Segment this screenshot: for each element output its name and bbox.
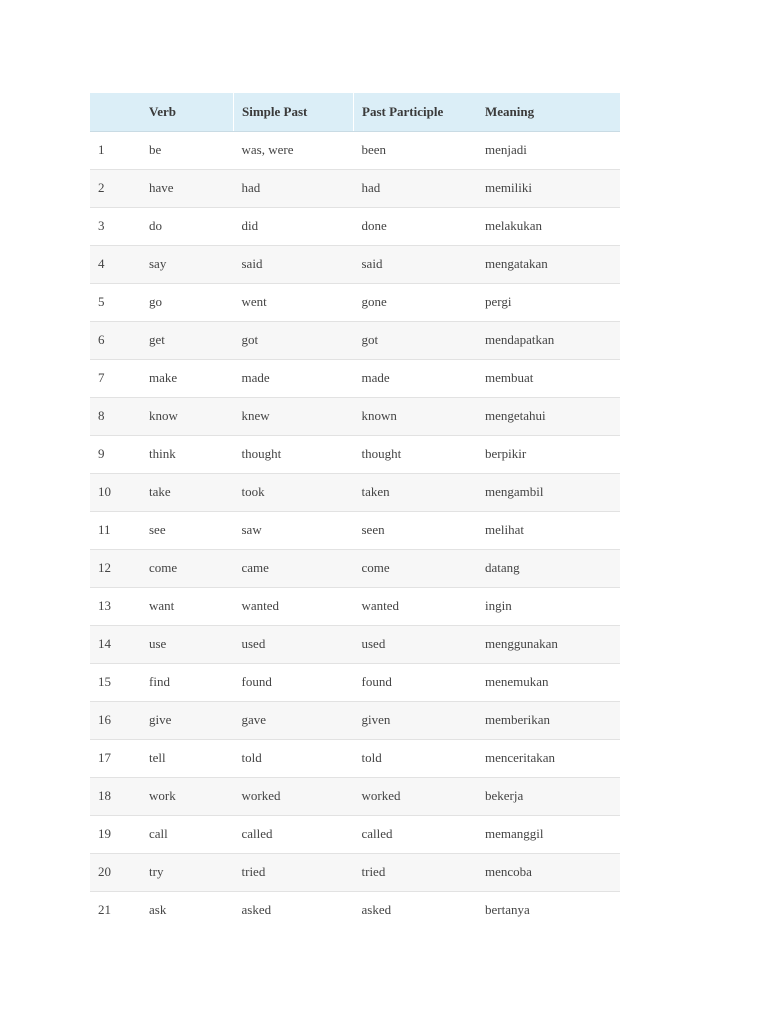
cell-simple-past: told — [241, 750, 262, 765]
table-row — [90, 777, 620, 815]
cell-number: 8 — [98, 408, 105, 423]
table-row — [90, 625, 620, 663]
table-row — [90, 131, 620, 169]
cell-number: 2 — [98, 180, 105, 195]
cell-simple-past: was, were — [241, 142, 294, 157]
table-row — [90, 549, 620, 587]
header-verb: Verb — [141, 93, 234, 131]
cell-number: 11 — [98, 522, 111, 537]
cell-verb: have — [149, 180, 174, 195]
cell-number: 15 — [98, 674, 111, 689]
cell-verb: be — [149, 142, 162, 157]
irregular-verbs-table — [90, 93, 620, 929]
cell-meaning: mengambil — [485, 484, 544, 499]
cell-verb: make — [149, 370, 178, 385]
cell-number: 5 — [98, 294, 105, 309]
cell-verb: call — [149, 826, 168, 841]
table-row — [90, 207, 620, 245]
cell-number: 18 — [98, 788, 111, 803]
cell-past-participle: come — [361, 560, 390, 575]
cell-simple-past: said — [241, 256, 263, 271]
cell-verb: take — [149, 484, 171, 499]
cell-past-participle: had — [361, 180, 381, 195]
cell-number: 3 — [98, 218, 105, 233]
cell-verb: come — [149, 560, 178, 575]
table-row — [90, 397, 620, 435]
table-row — [90, 245, 620, 283]
header-row — [90, 93, 620, 131]
cell-simple-past: tried — [241, 864, 266, 879]
cell-simple-past: got — [241, 332, 259, 347]
cell-simple-past: did — [241, 218, 259, 233]
cell-verb: say — [149, 256, 167, 271]
cell-meaning: pergi — [485, 294, 512, 309]
cell-number: 13 — [98, 598, 111, 613]
cell-number: 6 — [98, 332, 105, 347]
table-row — [90, 321, 620, 359]
table-header — [90, 93, 620, 131]
cell-simple-past: made — [241, 370, 270, 385]
cell-meaning: melakukan — [485, 218, 543, 233]
table-row — [90, 701, 620, 739]
cell-verb: use — [149, 636, 167, 651]
cell-verb: find — [149, 674, 170, 689]
cell-past-participle: given — [361, 712, 391, 727]
cell-past-participle: been — [361, 142, 387, 157]
cell-number: 4 — [98, 256, 105, 271]
cell-number: 1 — [98, 142, 105, 157]
cell-past-participle: thought — [361, 446, 402, 461]
cell-simple-past: used — [241, 636, 266, 651]
header-simple-past: Simple Past — [234, 93, 354, 131]
cell-past-participle: got — [361, 332, 379, 347]
table-row — [90, 587, 620, 625]
cell-past-participle: told — [361, 750, 382, 765]
table-row — [90, 169, 620, 207]
cell-simple-past: asked — [241, 902, 272, 918]
cell-simple-past: called — [241, 826, 273, 841]
cell-past-participle: said — [361, 256, 383, 271]
cell-past-participle: used — [361, 636, 386, 651]
cell-simple-past: knew — [241, 408, 270, 423]
cell-past-participle: called — [361, 826, 393, 841]
cell-verb: get — [149, 332, 165, 347]
cell-verb: think — [149, 446, 176, 461]
cell-past-participle: wanted — [361, 598, 400, 613]
cell-verb: do — [149, 218, 162, 233]
table-row — [90, 853, 620, 891]
cell-meaning: melihat — [485, 522, 524, 537]
cell-verb: want — [149, 598, 175, 613]
cell-past-participle: worked — [361, 788, 401, 803]
cell-number: 14 — [98, 636, 111, 651]
cell-number: 19 — [98, 826, 111, 841]
cell-verb: go — [149, 294, 162, 309]
cell-verb: try — [149, 864, 164, 879]
cell-meaning: bekerja — [485, 788, 524, 803]
cell-verb: tell — [149, 750, 166, 765]
table-body — [90, 131, 620, 929]
table-row — [90, 283, 620, 321]
table-row — [90, 891, 620, 929]
table-row — [90, 663, 620, 701]
cell-number: 16 — [98, 712, 111, 727]
cell-verb: work — [149, 788, 176, 803]
cell-simple-past: gave — [241, 712, 267, 727]
cell-verb: know — [149, 408, 178, 423]
cell-number: 12 — [98, 560, 111, 575]
cell-simple-past: had — [241, 180, 261, 195]
cell-number: 17 — [98, 750, 111, 765]
cell-meaning: membuat — [485, 370, 534, 385]
cell-verb: ask — [149, 902, 167, 918]
cell-simple-past: went — [241, 294, 267, 309]
cell-meaning: memberikan — [485, 712, 550, 727]
cell-meaning: ingin — [485, 598, 512, 613]
cell-simple-past: worked — [241, 788, 281, 803]
header-meaning: Meaning — [477, 93, 620, 131]
cell-meaning: berpikir — [485, 446, 527, 461]
cell-past-participle: gone — [361, 294, 387, 309]
cell-past-participle: asked — [361, 902, 392, 918]
cell-past-participle: tried — [361, 864, 386, 879]
cell-past-participle: known — [361, 408, 397, 423]
cell-meaning: mendapatkan — [485, 332, 555, 347]
cell-simple-past: wanted — [241, 598, 280, 613]
cell-meaning: menggunakan — [485, 636, 558, 651]
cell-simple-past: took — [241, 484, 265, 499]
cell-verb: give — [149, 712, 172, 727]
cell-meaning: mengatakan — [485, 256, 548, 271]
cell-meaning: menemukan — [485, 674, 549, 689]
cell-simple-past: found — [241, 674, 272, 689]
cell-meaning: datang — [485, 560, 520, 575]
header-past-participle: Past Participle — [354, 93, 478, 131]
table-row — [90, 815, 620, 853]
cell-meaning: memanggil — [485, 826, 544, 841]
table-row — [90, 511, 620, 549]
cell-simple-past: saw — [241, 522, 262, 537]
table-row — [90, 359, 620, 397]
cell-number: 10 — [98, 484, 111, 499]
cell-number: 9 — [98, 446, 105, 461]
cell-meaning: menceritakan — [485, 750, 556, 765]
cell-meaning: bertanya — [485, 902, 530, 918]
cell-number: 21 — [98, 902, 111, 918]
cell-past-participle: seen — [361, 522, 385, 537]
table-row — [90, 435, 620, 473]
cell-meaning: memiliki — [485, 180, 532, 195]
cell-number: 7 — [98, 370, 105, 385]
cell-meaning: mengetahui — [485, 408, 546, 423]
cell-meaning: menjadi — [485, 142, 527, 157]
cell-past-participle: done — [361, 218, 387, 233]
cell-verb: see — [149, 522, 166, 537]
cell-past-participle: found — [361, 674, 392, 689]
cell-meaning: mencoba — [485, 864, 532, 879]
cell-past-participle: taken — [361, 484, 390, 499]
header-number — [90, 93, 141, 131]
table-row — [90, 473, 620, 511]
cell-simple-past: thought — [241, 446, 282, 461]
cell-simple-past: came — [241, 560, 269, 575]
table-row — [90, 739, 620, 777]
cell-past-participle: made — [361, 370, 390, 385]
cell-number: 20 — [98, 864, 111, 879]
